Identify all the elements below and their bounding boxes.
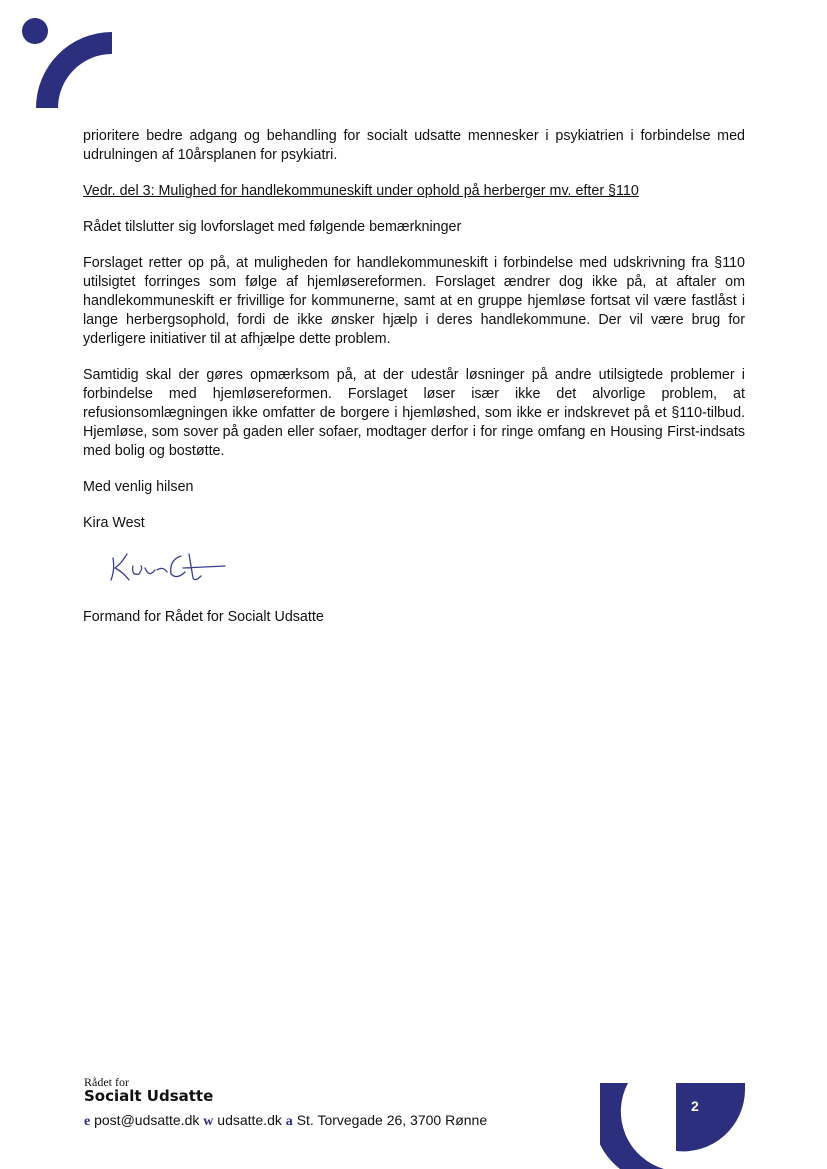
footer-email-link[interactable]: post@udsatte.dk — [94, 1112, 200, 1128]
footer-web-link[interactable]: udsatte.dk — [217, 1112, 282, 1128]
signer-name: Kira West — [83, 515, 145, 531]
organization-logo-icon — [18, 14, 118, 114]
corner-decoration-icon — [600, 1080, 745, 1169]
paragraph: prioritere bedre adgang og behandling for socialt udsatte mennesker i psykiatrien i forbindelse med udrulningen af 10årsplanen for psykiatri. — [83, 128, 745, 163]
page-number: 2 — [691, 1098, 699, 1114]
closing-greeting: Med venlig hilsen — [83, 479, 194, 495]
footer-org-big: Socialt Udsatte — [84, 1087, 214, 1105]
paragraph: Forslaget retter op på, at muligheden for handlekommuneskift i forbindelse med udskrivning fra §110 utilsigtet forringes som følge af hjemløsereformen. Forslaget ændrer dog ikke på, at aftaler om handlekommuneskift er frivillige for kommunerne, samt at en gruppe hjemløse fortsat vil være fastlåst i lange herbergsophold, fordi de ikke ønsker hjælp i deres handlekommune. Der vil være brug for yderligere initiativer til at afhjælpe dette problem. — [83, 255, 745, 347]
signer-title: Formand for Rådet for Socialt Udsatte — [83, 609, 324, 625]
paragraph: Samtidig skal der gøres opmærksom på, at der udestår løsninger på andre utilsigtede problemer i forbindelse med hjemløsereformen. Forslaget løser især ikke det alvorlige problem, at refusionsomlægningen ikke omfatter de borgere i hjemløshed, som ikke er indskrevet på et §110-tilbud. Hjemløse, som sover på gaden eller sofaer, modtager derfor i for ringe omfang en Housing First-indsats med bolig og bostøtte. — [83, 367, 745, 459]
web-key: w — [203, 1114, 214, 1129]
footer-organization-name — [84, 1076, 213, 1104]
address-key: a — [285, 1114, 293, 1129]
footer-org-small: Rådet for — [84, 1075, 129, 1089]
footer-address: St. Torvegade 26, 3700 Rønne — [296, 1112, 488, 1128]
section-heading: Vedr. del 3: Mulighed for handlekommuneskift under ophold på herberger mv. efter §110 — [83, 183, 639, 199]
handwritten-signature — [97, 548, 227, 588]
footer-contact-line — [84, 1112, 487, 1130]
document-body — [83, 127, 745, 644]
paragraph: Rådet tilslutter sig lovforslaget med følgende bemærkninger — [83, 219, 462, 235]
email-key: e — [84, 1114, 91, 1129]
